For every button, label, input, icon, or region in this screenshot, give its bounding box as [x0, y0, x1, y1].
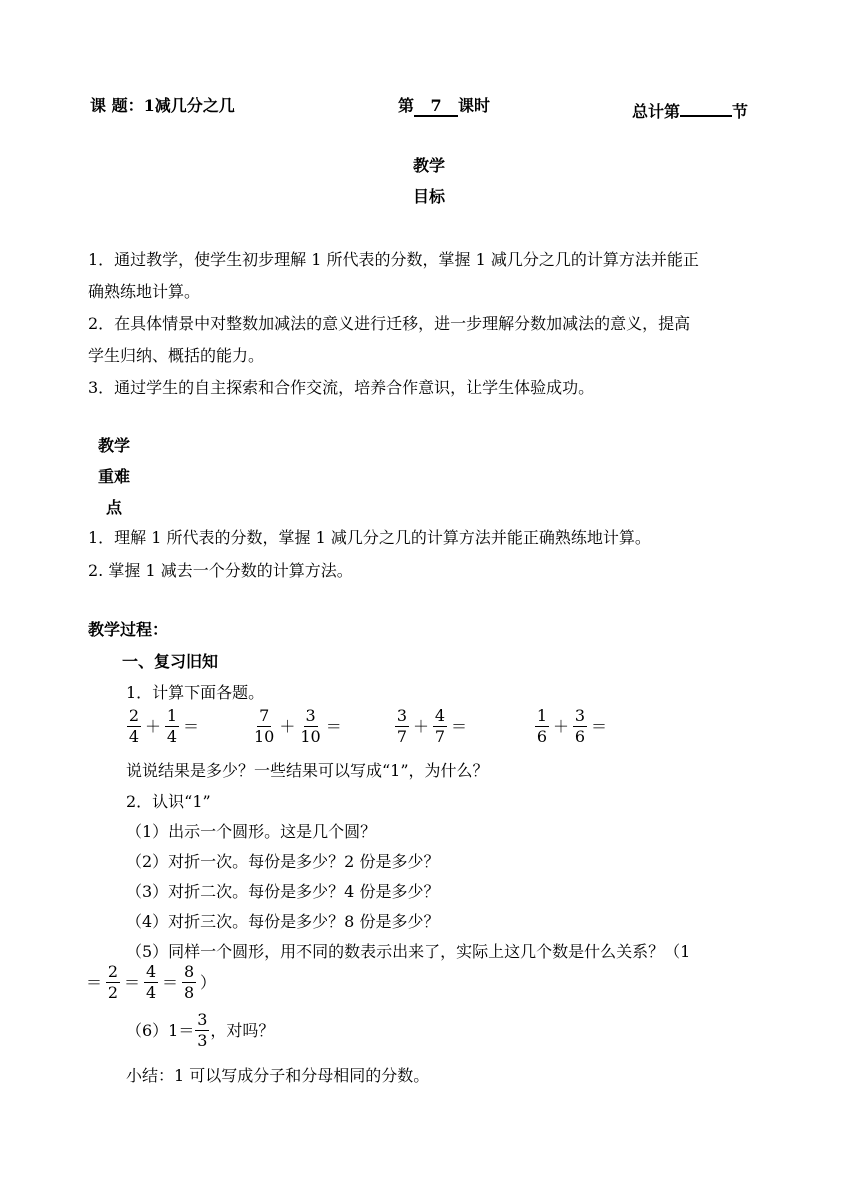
fraction: $\frac{8}{8}$ [183, 962, 195, 1002]
step-6-suffix: ，对吗？ [210, 1020, 275, 1040]
fraction: $\frac{3}{3}$ [197, 1010, 208, 1050]
objective-line-4: 学生归纳、概括的能力。 [88, 346, 265, 365]
keypoint-line-1: 1．理解 1 所代表的分数，掌握 1 减几分之几的计算方法并能正确熟练地计算。 [88, 528, 651, 547]
step-2: （2）对折一次。每份是多少？2 份是多少？ [126, 852, 440, 871]
fraction: $\frac{2}{2}$ [107, 962, 119, 1002]
keypoints-title-2: 重难 [98, 467, 131, 486]
step-6-prefix: （6）1＝ [126, 1020, 195, 1040]
lesson-number-field [398, 98, 490, 117]
lesson-suffix: 课时 [458, 96, 491, 115]
step-4: （4）对折三次。每份是多少？8 份是多少？ [126, 912, 440, 931]
fraction: $\frac{1}{4}$ [166, 706, 178, 746]
step-6 [126, 1012, 274, 1049]
total-number-field [632, 98, 748, 120]
exercise-4: $\frac{1}{6}$ ＋ $\frac{3}{6}$ ＝ [536, 706, 608, 746]
step-3: （3）对折二次。每份是多少？4 份是多少？ [126, 882, 440, 901]
objectives-title-1: 教学 [413, 156, 446, 175]
objective-line-1: 1．通过教学，使学生初步理解 1 所代表的分数，掌握 1 减几分之几的计算方法并能正 [88, 250, 699, 269]
objective-line-2: 确熟练地计算。 [88, 282, 201, 301]
total-suffix: 节 [732, 102, 749, 121]
exercise-2: $\frac{7}{10}$ ＋ $\frac{3}{10}$ ＝ [254, 706, 342, 746]
step-1: （1）出示一个圆形。这是几个圆？ [126, 822, 377, 841]
keypoint-line-2: 2. 掌握 1 减去一个分数的计算方法。 [88, 561, 353, 580]
objectives-title-2: 目标 [413, 187, 446, 206]
fraction: $\frac{3}{10}$ [300, 706, 321, 746]
lesson-prefix: 第 [398, 96, 415, 115]
step-5-equation: ＝ $\frac{2}{2}$ ＝ $\frac{4}{4}$ ＝ $\frac{8}{8}$ ） [86, 962, 217, 1002]
objective-line-5: 3．通过学生的自主探索和合作交流，培养合作意识，让学生体验成功。 [88, 378, 595, 397]
question-1-followup: 说说结果是多少？一些结果可以写成“1”，为什么？ [126, 761, 489, 780]
exercise-1: $\frac{2}{4}$ ＋ $\frac{1}{4}$ ＝ [128, 706, 200, 746]
fraction: $\frac{7}{10}$ [254, 706, 275, 746]
summary: 小结：1 可以写成分子和分母相同的分数。 [126, 1066, 430, 1085]
fraction: $\frac{4}{7}$ [434, 706, 446, 746]
fraction: $\frac{2}{4}$ [128, 706, 140, 746]
lesson-topic: 课 题：1减几分之几 [90, 96, 235, 115]
question-2-label: 2．认识“1” [126, 792, 211, 811]
keypoints-title-1: 教学 [98, 436, 131, 455]
question-1-label: 1．计算下面各题。 [126, 683, 265, 702]
keypoints-title-3: 点 [106, 498, 123, 517]
process-title: 教学过程： [88, 620, 169, 639]
objective-line-3: 2．在具体情景中对整数加减法的意义进行迁移，进一步理解分数加减法的意义，提高 [88, 314, 691, 333]
fraction: $\frac{4}{4}$ [145, 962, 157, 1002]
step-5: （5）同样一个圆形，用不同的数表示出来了，实际上这几个数是什么关系？（1 [126, 942, 691, 961]
lesson-number: 7 [414, 98, 458, 117]
total-number [680, 98, 732, 117]
total-prefix: 总计第 [632, 102, 681, 121]
fraction: $\frac{3}{6}$ [574, 706, 586, 746]
fraction: $\frac{1}{6}$ [536, 706, 548, 746]
section1-title: 一、复习旧知 [122, 652, 219, 671]
exercise-3: $\frac{3}{7}$ ＋ $\frac{4}{7}$ ＝ [396, 706, 468, 746]
fraction: $\frac{3}{7}$ [396, 706, 408, 746]
